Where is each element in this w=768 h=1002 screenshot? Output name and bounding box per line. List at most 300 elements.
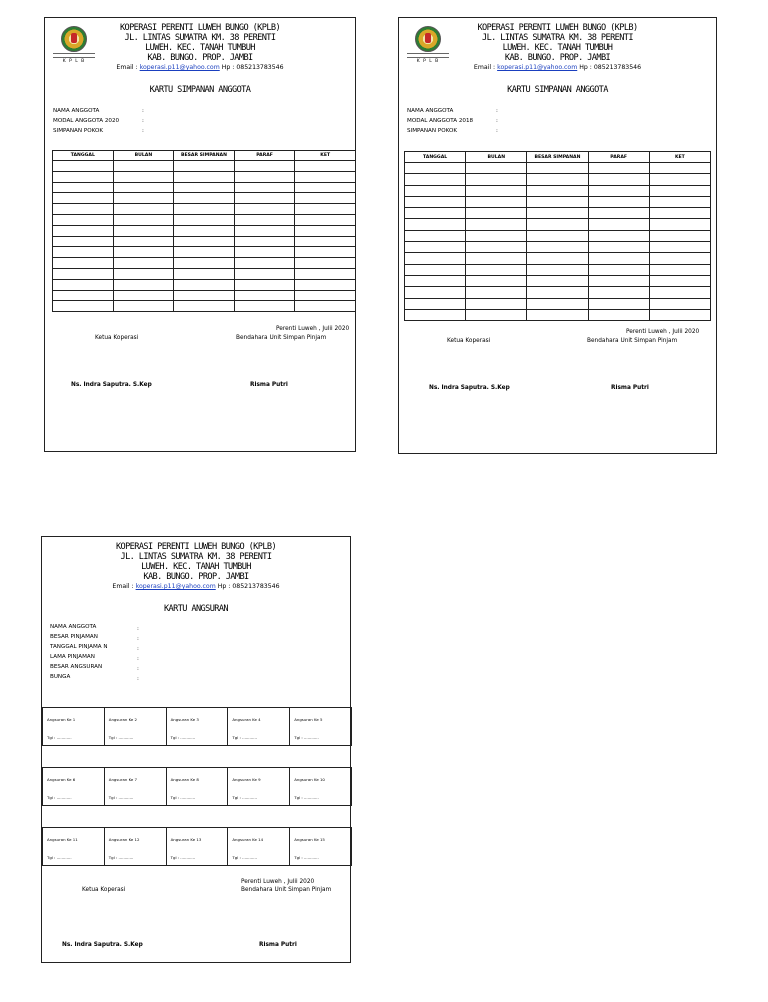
ledger-cell	[53, 301, 114, 312]
installment-date: Tgl : ............	[108, 795, 134, 800]
logo-text: K P L B	[416, 59, 440, 64]
installment-cell	[105, 828, 167, 865]
installment-label: Angsuran Ke 12	[108, 837, 140, 842]
ledger-cell	[588, 196, 649, 207]
ledger-cell	[466, 275, 527, 286]
installment-label: Angsuran Ke 4	[232, 717, 261, 722]
ledger-cell	[174, 301, 235, 312]
name-chairman: Ns. Indra Saputra. S.Kep	[62, 942, 143, 948]
ledger-cell	[234, 279, 295, 290]
field-row	[53, 126, 144, 136]
ledger-cell	[53, 279, 114, 290]
card-header	[42, 542, 350, 592]
org-address-2: LUWEH. KEC. TANAH TUMBUH	[502, 43, 613, 53]
name-treasurer: Risma Putri	[611, 385, 649, 391]
field-row	[50, 672, 139, 682]
org-address-3: KAB. BUNGO. PROP. JAMBI	[504, 53, 611, 63]
ledger-cell	[113, 161, 174, 172]
savings-card-2020	[44, 17, 356, 452]
field-row	[53, 106, 144, 116]
ledger-cell	[466, 219, 527, 230]
col-besar-simpanan: BESAR SIMPANAN	[174, 151, 235, 161]
role-treasurer: Bendahara Unit Simpan Pinjam	[587, 338, 678, 344]
ledger-cell	[53, 258, 114, 269]
role-chairman: Ketua Koperasi	[95, 335, 139, 341]
card-header	[399, 23, 716, 73]
ledger-cell	[649, 230, 710, 241]
ledger-cell	[174, 171, 235, 182]
field-colon: :	[137, 676, 139, 682]
ledger-cell	[174, 182, 235, 193]
card-header	[45, 23, 355, 73]
ledger-cell	[405, 242, 466, 253]
installment-label: Angsuran Ke 11	[47, 837, 78, 842]
email-label: Email :	[112, 583, 134, 590]
ledger-cell	[466, 196, 527, 207]
ledger-cell	[405, 196, 466, 207]
field-label: TANGGAL PINJAMA N	[50, 644, 108, 650]
installment-date: Tgl : ............	[232, 855, 257, 860]
ledger-row	[405, 208, 711, 219]
ledger-cell	[174, 193, 235, 204]
ledger-cell	[295, 214, 356, 225]
ledger-cell	[234, 214, 295, 225]
role-treasurer: Bendahara Unit Simpan Pinjam	[241, 887, 332, 893]
ledger-cell	[174, 225, 235, 236]
installment-label: Angsuran Ke 2	[108, 717, 138, 722]
field-colon: :	[137, 626, 139, 632]
installment-cell	[167, 708, 229, 745]
field-row	[407, 106, 498, 116]
field-label: NAMA ANGGOTA	[50, 624, 97, 630]
ledger-cell	[174, 268, 235, 279]
ledger-cell	[588, 287, 649, 298]
savings-ledger-table	[52, 150, 356, 312]
field-row	[407, 126, 498, 136]
installment-date: Tgl : ............	[294, 795, 319, 800]
org-address-1: JL. LINTAS SUMATRA KM. 38 PERENTI	[124, 33, 276, 43]
ledger-cell	[588, 298, 649, 309]
ledger-cell	[466, 253, 527, 264]
field-colon: :	[496, 118, 498, 124]
col-paraf: PARAF	[588, 152, 649, 163]
field-colon: :	[137, 646, 139, 652]
ledger-row	[53, 279, 356, 290]
ledger-cell	[295, 182, 356, 193]
installment-date: Tgl : ............	[108, 735, 134, 740]
ledger-row	[405, 185, 711, 196]
member-fields	[407, 106, 498, 136]
ledger-cell	[588, 208, 649, 219]
ledger-cell	[53, 268, 114, 279]
ledger-cell	[234, 236, 295, 247]
ledger-row	[53, 268, 356, 279]
loan-fields	[50, 622, 139, 682]
savings-ledger-table	[404, 151, 711, 321]
installment-label: Angsuran Ke 14	[232, 837, 264, 842]
ledger-row	[405, 309, 711, 320]
ledger-cell	[527, 185, 588, 196]
name-chairman: Ns. Indra Saputra. S.Kep	[71, 382, 152, 388]
ledger-cell	[649, 196, 710, 207]
ledger-cell	[113, 225, 174, 236]
ledger-cell	[295, 279, 356, 290]
ledger-cell	[113, 247, 174, 258]
ledger-row	[405, 253, 711, 264]
ledger-cell	[113, 301, 174, 312]
field-row	[50, 642, 139, 652]
installment-date: Tgl : ............	[170, 855, 196, 860]
field-row	[50, 632, 139, 642]
card-title: KARTU SIMPANAN ANGGOTA	[507, 85, 608, 95]
field-colon: :	[496, 108, 498, 114]
field-label: BESAR PINJAMAN	[50, 634, 98, 640]
ledger-cell	[113, 290, 174, 301]
installment-cell	[105, 768, 167, 805]
ledger-cell	[53, 161, 114, 172]
ledger-cell	[174, 204, 235, 215]
col-ket: KET	[295, 151, 356, 161]
installment-date: Tgl : ............	[170, 795, 196, 800]
field-label: MODAL ANGGOTA 2018	[407, 118, 474, 124]
ledger-cell	[113, 204, 174, 215]
ledger-cell	[295, 161, 356, 172]
ledger-row	[53, 258, 356, 269]
ledger-cell	[295, 225, 356, 236]
field-label: MODAL ANGGOTA 2020	[53, 118, 120, 124]
installment-cell	[167, 768, 229, 805]
ledger-cell	[234, 258, 295, 269]
ledger-row	[53, 204, 356, 215]
ledger-cell	[53, 290, 114, 301]
ledger-cell	[174, 214, 235, 225]
ledger-cell	[405, 219, 466, 230]
email-link[interactable]: koperasi.p11@yahoo.com	[139, 64, 220, 71]
installment-cell	[42, 768, 105, 805]
ledger-cell	[466, 242, 527, 253]
installment-cell	[290, 708, 352, 745]
field-row	[53, 116, 144, 126]
ledger-cell	[588, 264, 649, 275]
email-link[interactable]: koperasi.p11@yahoo.com	[135, 583, 216, 590]
field-colon: :	[142, 118, 144, 124]
installment-date: Tgl : ............	[47, 795, 72, 800]
ledger-row	[53, 247, 356, 258]
ledger-cell	[527, 230, 588, 241]
ledger-cell	[405, 253, 466, 264]
ledger-cell	[649, 253, 710, 264]
place-date: Perenti Luweh , Julii 2020	[241, 879, 315, 885]
ledger-cell	[113, 171, 174, 182]
field-colon: :	[142, 108, 144, 114]
ledger-cell	[295, 268, 356, 279]
org-name: KOPERASI PERENTI LUWEH BUNGO (KPLB)	[477, 23, 638, 33]
ledger-cell	[649, 219, 710, 230]
installment-cell	[42, 708, 105, 745]
ledger-cell	[649, 287, 710, 298]
ledger-cell	[405, 185, 466, 196]
installment-card	[41, 536, 351, 963]
ledger-cell	[53, 236, 114, 247]
ledger-cell	[234, 193, 295, 204]
col-bulan: BULAN	[466, 152, 527, 163]
ledger-cell	[113, 182, 174, 193]
installment-label: Angsuran Ke 8	[170, 777, 199, 782]
installment-date: Tgl : ............	[108, 855, 134, 860]
field-label: BESAR ANGSURAN	[50, 664, 103, 670]
org-address-1: JL. LINTAS SUMATRA KM. 38 PERENTI	[120, 552, 272, 562]
ledger-cell	[174, 236, 235, 247]
col-besar-simpanan: BESAR SIMPANAN	[527, 152, 588, 163]
installment-cell	[228, 828, 290, 865]
ledger-row	[53, 182, 356, 193]
col-tanggal: TANGGAL	[405, 152, 466, 163]
ledger-cell	[174, 247, 235, 258]
installment-cell	[167, 828, 229, 865]
field-label: NAMA ANGGOTA	[53, 108, 100, 114]
installment-label: Angsuran Ke 1	[47, 717, 76, 722]
ledger-row	[53, 236, 356, 247]
ledger-cell	[527, 309, 588, 320]
col-ket: KET	[649, 152, 710, 163]
ledger-body	[405, 163, 711, 321]
name-treasurer: Risma Putri	[250, 382, 288, 388]
field-label: LAMA PINJAMAN	[50, 654, 95, 660]
ledger-row	[53, 225, 356, 236]
ledger-cell	[588, 309, 649, 320]
installment-cell	[105, 708, 167, 745]
installment-date: Tgl : ............	[47, 855, 72, 860]
ledger-cell	[113, 268, 174, 279]
ledger-cell	[649, 242, 710, 253]
installment-row-3	[42, 827, 352, 866]
ledger-row	[405, 242, 711, 253]
field-colon: :	[137, 666, 139, 672]
ledger-row	[405, 287, 711, 298]
ledger-cell	[466, 298, 527, 309]
ledger-cell	[649, 275, 710, 286]
ledger-cell	[588, 275, 649, 286]
ledger-cell	[53, 247, 114, 258]
ledger-cell	[174, 279, 235, 290]
ledger-cell	[405, 163, 466, 174]
ledger-cell	[405, 174, 466, 185]
installment-label: Angsuran Ke 9	[232, 777, 261, 782]
role-chairman: Ketua Koperasi	[82, 887, 126, 893]
installment-label: Angsuran Ke 7	[108, 777, 138, 782]
field-label: BUNGA	[50, 674, 71, 680]
savings-card-2018	[398, 17, 717, 454]
role-chairman: Ketua Koperasi	[447, 338, 491, 344]
ledger-cell	[527, 253, 588, 264]
ledger-row	[53, 161, 356, 172]
installment-label: Angsuran Ke 15	[294, 837, 325, 842]
name-treasurer: Risma Putri	[259, 942, 297, 948]
ledger-cell	[466, 185, 527, 196]
col-tanggal: TANGGAL	[53, 151, 114, 161]
ledger-cell	[527, 174, 588, 185]
ledger-row	[53, 290, 356, 301]
installment-cell	[42, 828, 105, 865]
contact-line	[399, 63, 716, 73]
ledger-cell	[234, 204, 295, 215]
ledger-cell	[295, 258, 356, 269]
installment-cell	[290, 768, 352, 805]
ledger-body	[53, 161, 356, 312]
ledger-cell	[234, 171, 295, 182]
ledger-cell	[405, 208, 466, 219]
ledger-cell	[174, 258, 235, 269]
org-address-2: LUWEH. KEC. TANAH TUMBUH	[141, 562, 251, 572]
ledger-row	[405, 298, 711, 309]
ledger-cell	[588, 230, 649, 241]
ledger-cell	[588, 253, 649, 264]
ledger-cell	[649, 174, 710, 185]
ledger-cell	[649, 208, 710, 219]
ledger-cell	[466, 163, 527, 174]
ledger-cell	[649, 309, 710, 320]
name-chairman: Ns. Indra Saputra. S.Kep	[429, 385, 510, 391]
ledger-header-row	[53, 151, 356, 161]
ledger-cell	[466, 287, 527, 298]
ledger-cell	[588, 185, 649, 196]
ledger-cell	[53, 204, 114, 215]
ledger-cell	[234, 247, 295, 258]
field-label: SIMPANAN POKOK	[407, 128, 458, 134]
org-address-2: LUWEH. KEC. TANAH TUMBUH	[145, 43, 255, 53]
place-date: Perenti Luweh , Julii 2020	[626, 329, 700, 335]
ledger-cell	[295, 193, 356, 204]
installment-date: Tgl : ............	[232, 735, 257, 740]
ledger-cell	[588, 174, 649, 185]
email-link[interactable]: koperasi.p11@yahoo.com	[497, 64, 578, 71]
ledger-row	[405, 219, 711, 230]
org-name: KOPERASI PERENTI LUWEH BUNGO (KPLB)	[119, 23, 281, 33]
ledger-row	[53, 193, 356, 204]
installment-cell	[228, 708, 290, 745]
ledger-cell	[527, 242, 588, 253]
phone-number: Hp : 085213783546	[221, 64, 284, 71]
org-address-3: KAB. BUNGO. PROP. JAMBI	[143, 572, 249, 582]
ledger-cell	[405, 264, 466, 275]
ledger-cell	[113, 258, 174, 269]
ledger-row	[53, 171, 356, 182]
ledger-cell	[527, 219, 588, 230]
card-title: KARTU ANGSURAN	[163, 604, 229, 614]
ledger-cell	[527, 163, 588, 174]
member-fields	[53, 106, 144, 136]
ledger-cell	[466, 309, 527, 320]
ledger-cell	[466, 174, 527, 185]
ledger-cell	[405, 309, 466, 320]
ledger-cell	[53, 214, 114, 225]
ledger-row	[405, 196, 711, 207]
col-bulan: BULAN	[113, 151, 174, 161]
installment-date: Tgl : ............	[47, 735, 72, 740]
ledger-cell	[113, 214, 174, 225]
ledger-cell	[588, 163, 649, 174]
installment-cell	[228, 768, 290, 805]
installment-date: Tgl : ............	[232, 795, 257, 800]
ledger-row	[53, 301, 356, 312]
ledger-cell	[295, 204, 356, 215]
ledger-cell	[405, 298, 466, 309]
ledger-cell	[53, 225, 114, 236]
field-colon: :	[496, 128, 498, 134]
ledger-header-row	[405, 152, 711, 163]
ledger-cell	[405, 230, 466, 241]
ledger-cell	[53, 171, 114, 182]
place-date: Perenti Luweh , Julii 2020	[276, 326, 350, 332]
installment-cell	[290, 828, 352, 865]
installment-label: Angsuran Ke 3	[170, 717, 199, 722]
email-label: Email :	[473, 64, 496, 71]
ledger-cell	[234, 225, 295, 236]
ledger-cell	[295, 171, 356, 182]
ledger-cell	[588, 219, 649, 230]
field-label: NAMA ANGGOTA	[407, 108, 454, 114]
ledger-cell	[527, 287, 588, 298]
ledger-cell	[295, 301, 356, 312]
phone-number: Hp : 085213783546	[217, 583, 280, 590]
contact-line	[45, 63, 355, 73]
installment-date: Tgl : ............	[294, 855, 319, 860]
installment-row-2	[42, 767, 352, 806]
ledger-row	[405, 163, 711, 174]
ledger-cell	[649, 163, 710, 174]
ledger-cell	[649, 264, 710, 275]
installment-label: Angsuran Ke 13	[170, 837, 202, 842]
ledger-cell	[53, 182, 114, 193]
ledger-cell	[295, 247, 356, 258]
ledger-row	[405, 230, 711, 241]
ledger-cell	[527, 298, 588, 309]
ledger-cell	[113, 279, 174, 290]
org-address-3: KAB. BUNGO. PROP. JAMBI	[147, 53, 253, 63]
ledger-cell	[466, 208, 527, 219]
role-treasurer: Bendahara Unit Simpan Pinjam	[236, 335, 327, 341]
ledger-row	[53, 214, 356, 225]
installment-date: Tgl : ............	[170, 735, 196, 740]
ledger-cell	[649, 185, 710, 196]
ledger-cell	[295, 236, 356, 247]
ledger-cell	[588, 242, 649, 253]
ledger-cell	[649, 298, 710, 309]
card-title: KARTU SIMPANAN ANGGOTA	[149, 85, 251, 95]
ledger-cell	[527, 208, 588, 219]
ledger-cell	[527, 196, 588, 207]
ledger-cell	[174, 161, 235, 172]
logo-text: K P L B	[62, 59, 86, 64]
ledger-cell	[527, 264, 588, 275]
ledger-cell	[295, 290, 356, 301]
ledger-row	[405, 264, 711, 275]
ledger-cell	[405, 287, 466, 298]
installment-label: Angsuran Ke 10	[294, 777, 325, 782]
ledger-cell	[405, 275, 466, 286]
ledger-row	[405, 275, 711, 286]
field-colon: :	[137, 656, 139, 662]
org-address-1: JL. LINTAS SUMATRA KM. 38 PERENTI	[482, 33, 633, 43]
ledger-cell	[527, 275, 588, 286]
ledger-cell	[466, 264, 527, 275]
phone-number: Hp : 085213783546	[579, 64, 642, 71]
org-name: KOPERASI PERENTI LUWEH BUNGO (KPLB)	[115, 542, 277, 552]
ledger-cell	[113, 236, 174, 247]
installment-label: Angsuran Ke 6	[47, 777, 76, 782]
installment-date: Tgl : ............	[294, 735, 319, 740]
installment-label: Angsuran Ke 5	[294, 717, 323, 722]
